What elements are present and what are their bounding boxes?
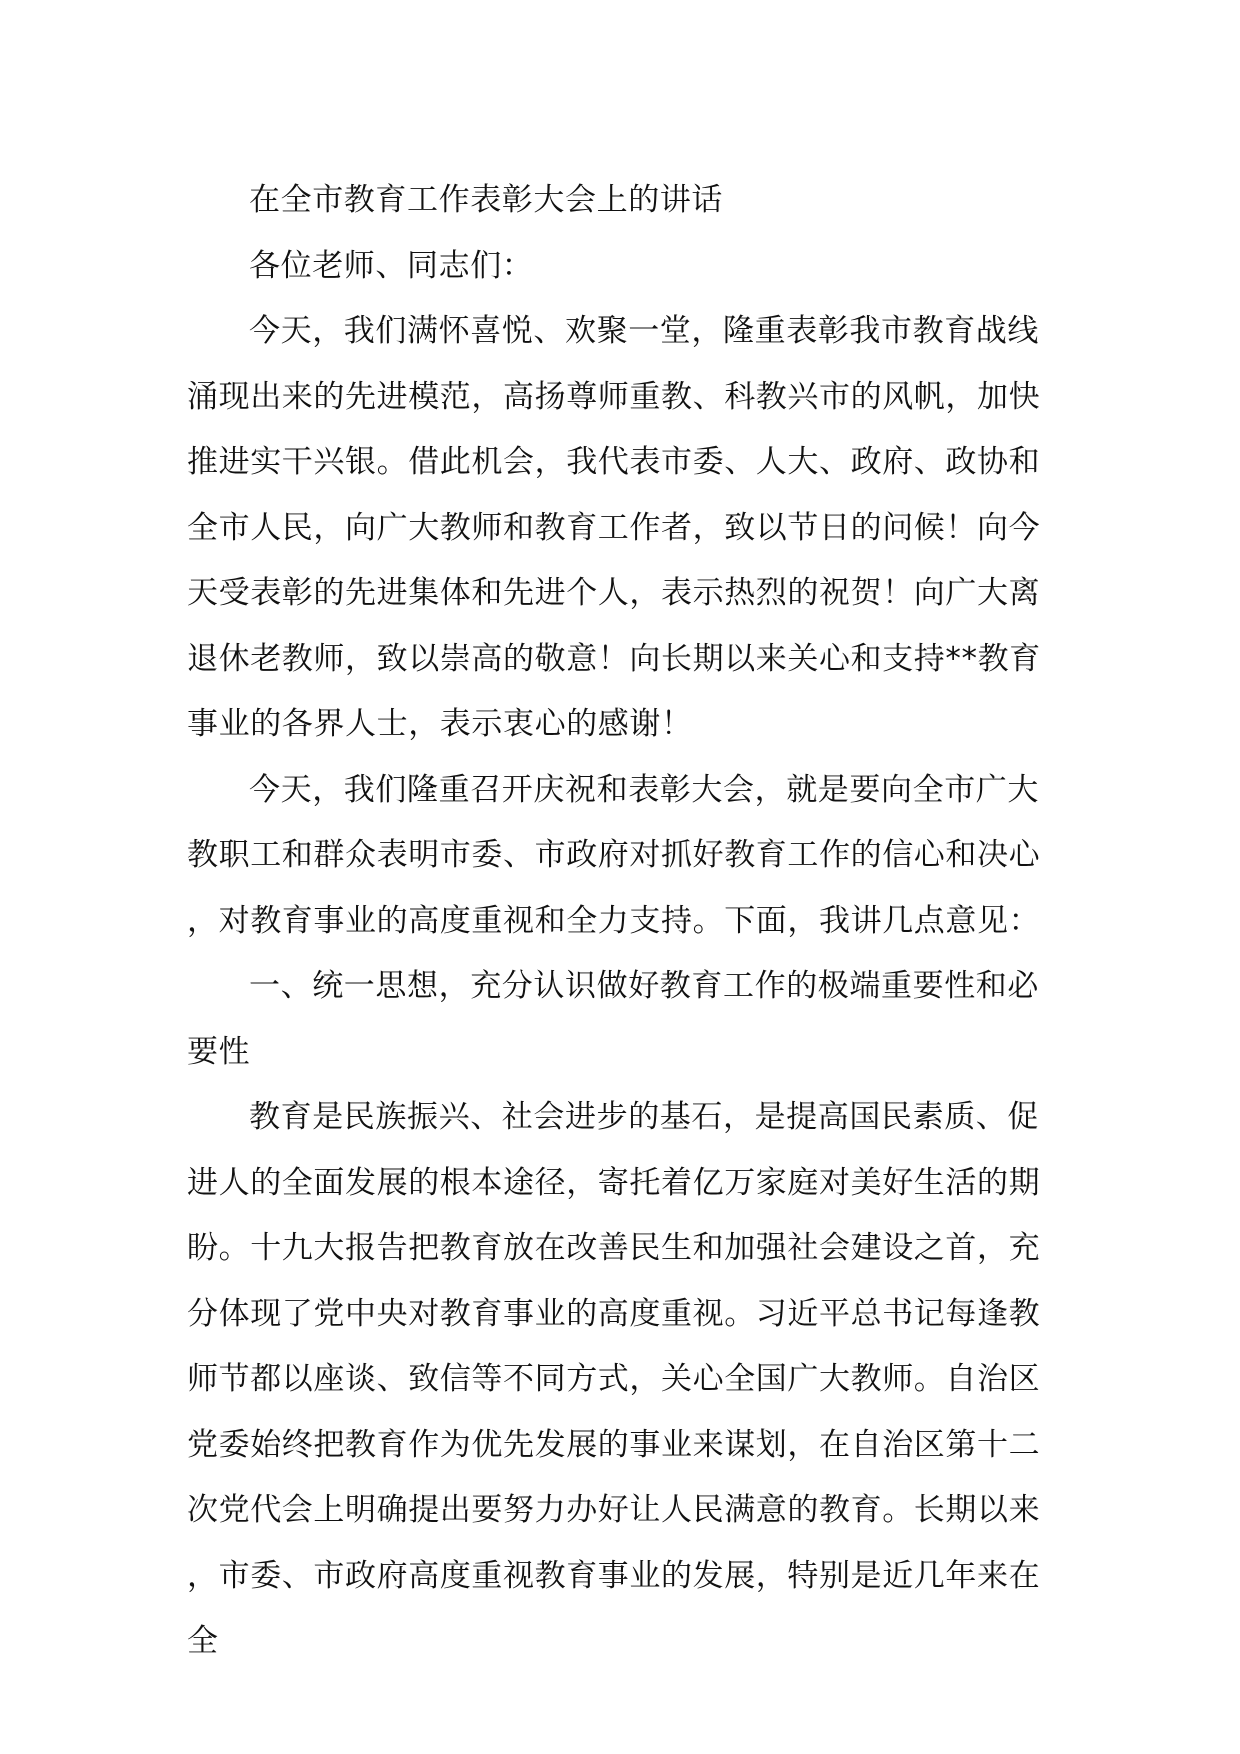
- paragraph-purpose: 今天，我们隆重召开庆祝和表彰大会，就是要向全市广大教职工和群众表明市委、市政府对抓好教育工作的信心和决心，对教育事业的高度重视和全力支持。下面，我讲几点意见：: [187, 771, 1041, 939]
- salutation: 各位老师、同志们：: [249, 247, 534, 284]
- paragraph-opening: 今天，我们满怀喜悦、欢聚一堂，隆重表彰我市教育战线涌现出来的先进模范，高扬尊师重教、科教兴市的风帆，加快推进实干兴银。借此机会，我代表市委、人大、政府、政协和全市人民，向广大教师和教育工作者，致以节日的问候！向今天受表彰的先进集体和先进个人，表示热烈的祝贺！向广大离退休老教师，致以崇高的敬意！向长期以来关心和支持**教育事业的各界人士，表示衷心的感谢！: [187, 313, 1041, 742]
- section-heading-one: 一、统一思想，充分认识做好教育工作的极端重要性和必要性: [187, 968, 1039, 1070]
- speech-title: 在全市教育工作表彰大会上的讲话: [249, 182, 723, 218]
- document-body: [187, 168, 1067, 1675]
- paragraph-education-importance: 教育是民族振兴、社会进步的基石，是提高国民素质、促进人的全面发展的根本途径，寄托着亿万家庭对美好生活的期盼。十九大报告把教育放在改善民生和加强社会建设之首，充分体现了党中央对教育事业的高度重视。习近平总书记每逢教师节都以座谈、致信等不同方式，关心全国广大教师。自治区党委始终把教育作为优先发展的事业来谋划，在自治区第十二次党代会上明确提出要努力办好让人民满意的教育。长期以来，市委、市政府高度重视教育事业的发展，特别是近几年来在全: [187, 1099, 1041, 1659]
